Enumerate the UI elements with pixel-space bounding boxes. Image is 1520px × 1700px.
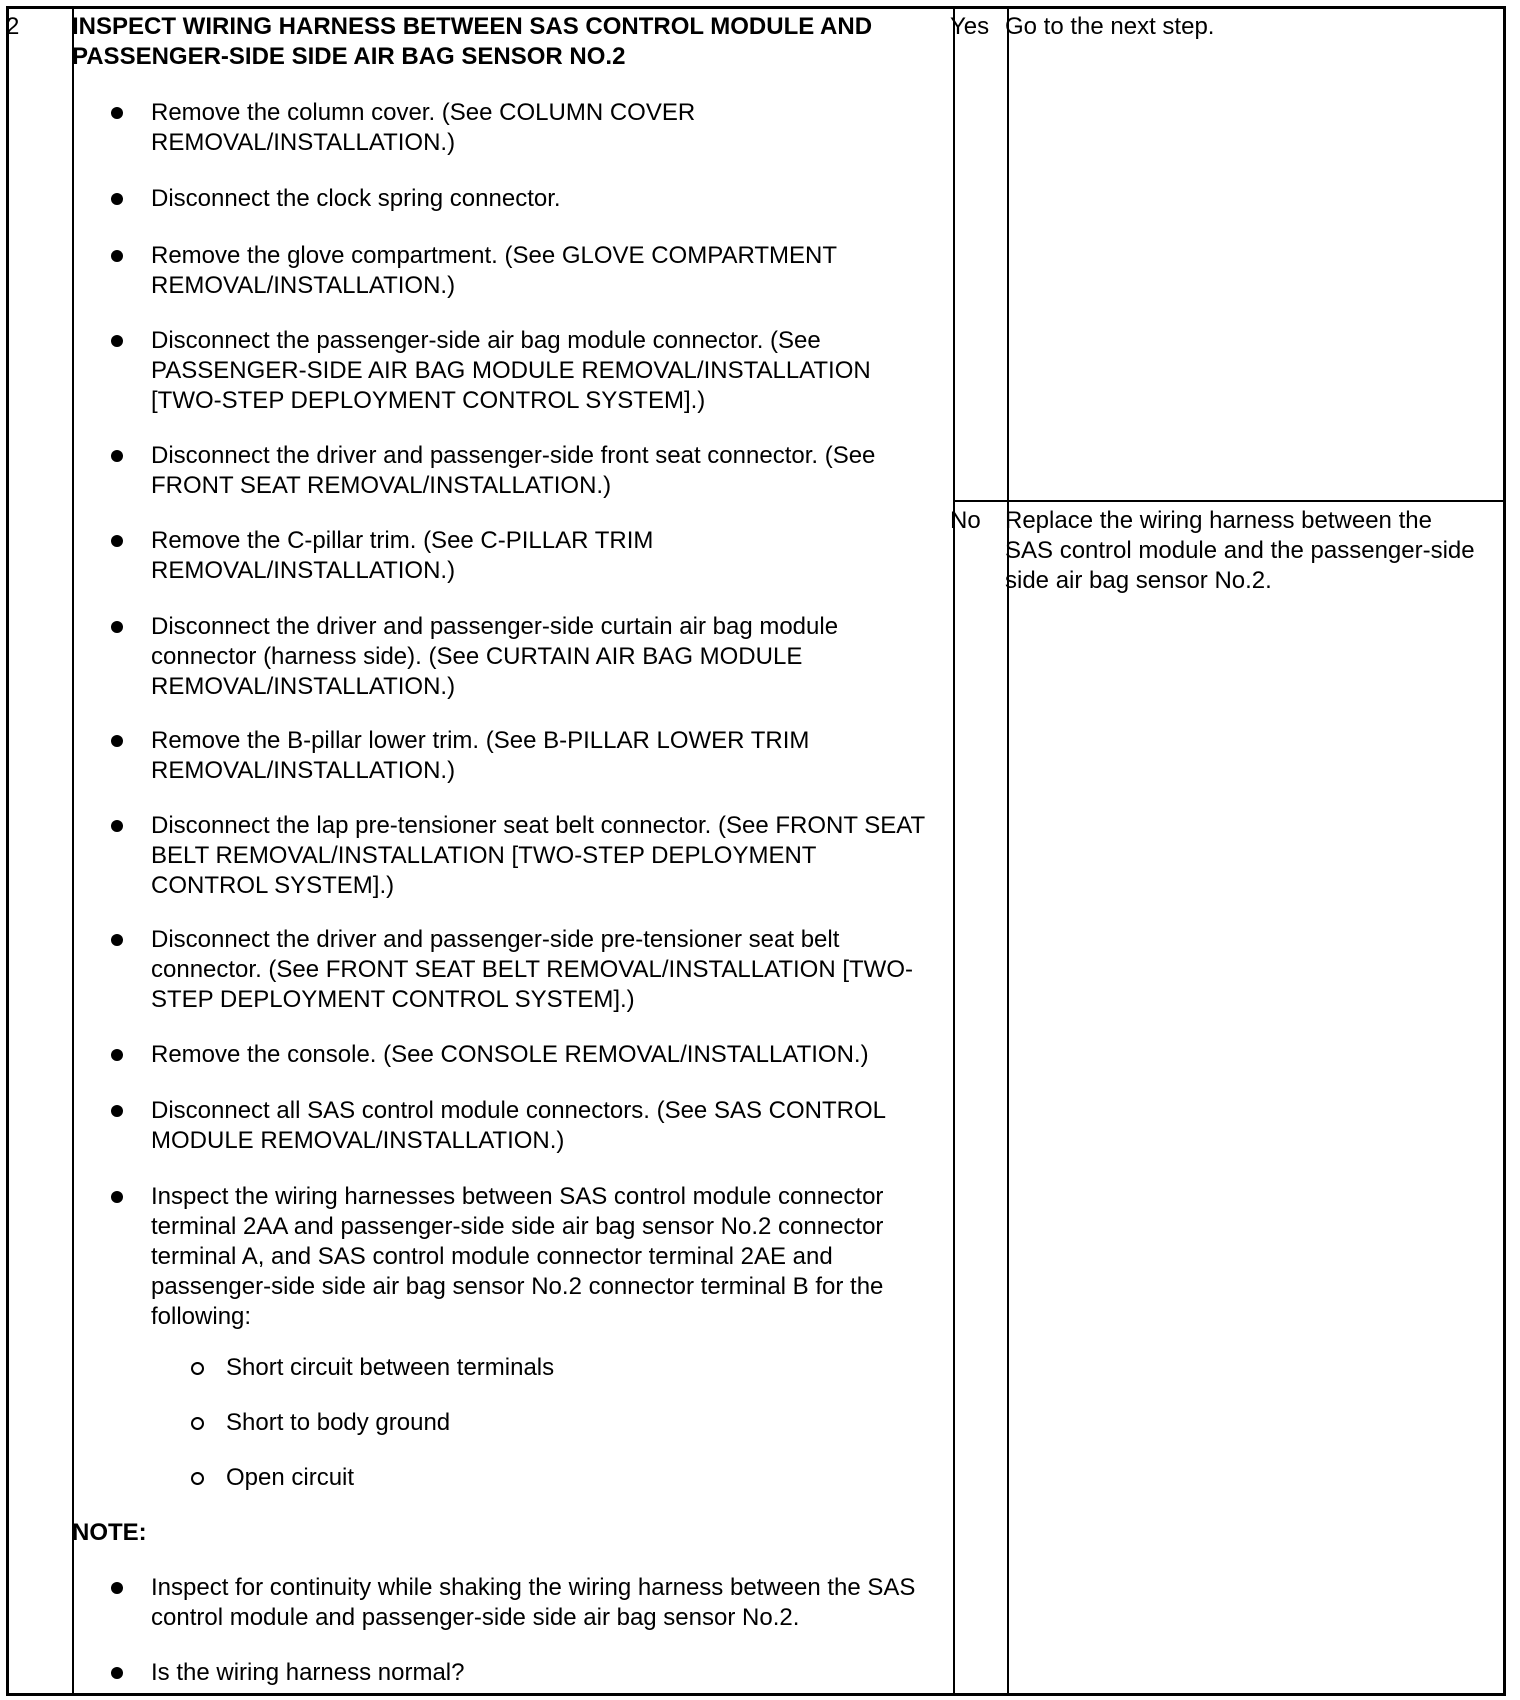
bullet-icon bbox=[111, 535, 123, 547]
bullet-icon bbox=[111, 1667, 123, 1679]
procedure-step bbox=[115, 526, 935, 586]
procedure-step-text: Disconnect the driver and passenger-side curtain air bag module connector (harness side). (See CURTAIN AIR BAG MODULE REMOVAL/INSTALLATION.) bbox=[151, 613, 839, 700]
procedure-step bbox=[115, 326, 935, 416]
procedure-step-text: Remove the C-pillar trim. (See C-PILLAR TRIM REMOVAL/INSTALLATION.) bbox=[151, 527, 654, 584]
procedure-step bbox=[115, 98, 935, 158]
bullet-icon bbox=[111, 820, 123, 832]
note-item-text: Is the wiring harness normal? bbox=[151, 1659, 465, 1686]
bullet-icon bbox=[111, 735, 123, 747]
procedure-step bbox=[115, 184, 935, 214]
procedure-step bbox=[115, 241, 935, 301]
procedure-step bbox=[115, 441, 935, 501]
step-number: 2 bbox=[6, 13, 20, 40]
bullet-icon bbox=[111, 1105, 123, 1117]
procedure-step bbox=[115, 1040, 935, 1070]
procedure-step-text: Inspect the wiring harnesses between SAS control module connector terminal 2AA and passenger-side side air bag sensor No.2 connector terminal A, and SAS control module connector terminal 2AE and passenger-side side air bag sensor No.2 connector terminal B for the following: bbox=[151, 1183, 884, 1330]
note-item bbox=[115, 1573, 935, 1633]
procedure-step bbox=[115, 925, 935, 1015]
procedure-step-text: Disconnect the driver and passenger-side front seat connector. (See FRONT SEAT REMOVAL/INSTALLATION.) bbox=[151, 442, 876, 499]
procedure-step bbox=[115, 612, 935, 702]
step-title: INSPECT WIRING HARNESS BETWEEN SAS CONTROL MODULE AND PASSENGER-SIDE SIDE AIR BAG SENSOR NO.2 bbox=[72, 13, 873, 70]
bullet-icon bbox=[111, 450, 123, 462]
ring-bullet-icon bbox=[191, 1417, 204, 1430]
procedure-step bbox=[115, 1182, 935, 1332]
bullet-icon bbox=[111, 621, 123, 633]
ring-bullet-icon bbox=[191, 1472, 204, 1485]
procedure-step bbox=[115, 811, 935, 901]
inspection-sub-item bbox=[192, 1353, 554, 1383]
bullet-icon bbox=[111, 107, 123, 119]
bullet-icon bbox=[111, 934, 123, 946]
row-divider-yes-no bbox=[953, 500, 1503, 502]
procedure-step-text: Disconnect all SAS control module connectors. (See SAS CONTROL MODULE REMOVAL/INSTALLATION.) bbox=[151, 1097, 886, 1154]
procedure-step-text: Remove the column cover. (See COLUMN COVER REMOVAL/INSTALLATION.) bbox=[151, 99, 696, 156]
ring-bullet-icon bbox=[191, 1362, 204, 1375]
procedure-step bbox=[115, 1096, 935, 1156]
inspection-sub-item-text: Open circuit bbox=[226, 1464, 355, 1491]
procedure-step-text: Remove the glove compartment. (See GLOVE COMPARTMENT REMOVAL/INSTALLATION.) bbox=[151, 242, 837, 299]
procedure-step-text: Disconnect the lap pre-tensioner seat belt connector. (See FRONT SEAT BELT REMOVAL/INSTALLATION [TWO-STEP DEPLOYMENT CONTROL SYSTEM].) bbox=[151, 812, 925, 899]
procedure-step-text: Remove the console. (See CONSOLE REMOVAL/INSTALLATION.) bbox=[151, 1041, 869, 1068]
column-divider-procedure bbox=[953, 9, 955, 1693]
procedure-step-text: Disconnect the driver and passenger-side pre-tensioner seat belt connector. (See FRONT SEAT BELT REMOVAL/INSTALLATION [TWO-STEP DEPLOYMENT CONTROL SYSTEM].) bbox=[151, 926, 913, 1013]
result-yes-action: Go to the next step. bbox=[1005, 13, 1215, 40]
column-divider-step bbox=[72, 9, 74, 1693]
result-no-label: No bbox=[950, 507, 981, 534]
procedure-step-text: Remove the B-pillar lower trim. (See B-PILLAR LOWER TRIM REMOVAL/INSTALLATION.) bbox=[151, 727, 810, 784]
note-item bbox=[115, 1658, 935, 1688]
bullet-icon bbox=[111, 1049, 123, 1061]
note-item-text: Inspect for continuity while shaking the wiring harness between the SAS control module and passenger-side side air bag sensor No.2. bbox=[151, 1574, 916, 1631]
result-no-action: Replace the wiring harness between the SAS control module and the passenger-side side air bag sensor No.2. bbox=[1005, 507, 1475, 594]
bullet-icon bbox=[111, 250, 123, 262]
bullet-icon bbox=[111, 193, 123, 205]
inspection-sub-item bbox=[192, 1463, 354, 1493]
inspection-sub-item-text: Short to body ground bbox=[226, 1409, 451, 1436]
bullet-icon bbox=[111, 1582, 123, 1594]
result-yes-label: Yes bbox=[950, 13, 990, 40]
bullet-icon bbox=[111, 335, 123, 347]
procedure-step-text: Disconnect the passenger-side air bag module connector. (See PASSENGER-SIDE AIR BAG MODULE REMOVAL/INSTALLATION [TWO-STEP DEPLOYMENT CONTROL SYSTEM].) bbox=[151, 327, 871, 414]
inspection-sub-item-text: Short circuit between terminals bbox=[226, 1354, 555, 1381]
procedure-step-text: Disconnect the clock spring connector. bbox=[151, 185, 561, 212]
column-divider-result bbox=[1007, 9, 1009, 1693]
bullet-icon bbox=[111, 1191, 123, 1203]
inspection-sub-item bbox=[192, 1408, 450, 1438]
procedure-step bbox=[115, 726, 935, 786]
note-heading: NOTE: bbox=[72, 1519, 147, 1546]
